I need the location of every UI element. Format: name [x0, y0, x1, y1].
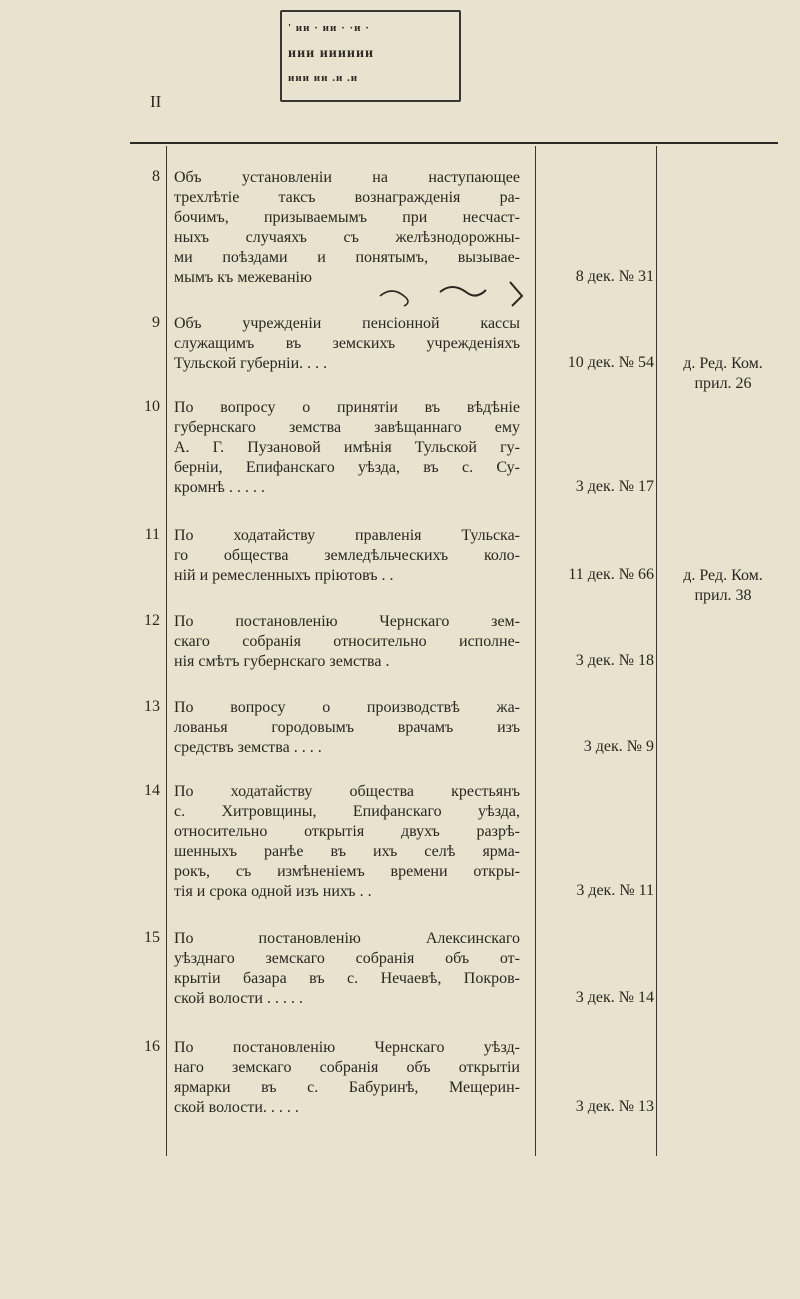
description-line: ныхъ случаяхъ съ желѣзнодорожны-: [174, 229, 520, 246]
column-divider-date: [656, 146, 657, 1156]
description-line: ской волости. . . . .: [174, 1099, 299, 1116]
row-number: 14: [144, 782, 160, 799]
description-line: ми поѣздами и понятымъ, вызывае-: [174, 249, 520, 266]
description-line: По ходатайству общества крестьянъ: [174, 783, 520, 800]
description-line: бочимъ, призываемымъ при несчаст-: [174, 209, 520, 226]
row-number: 10: [144, 398, 160, 415]
description-line: берніи, Епифанскаго уѣзда, въ с. Су-: [174, 459, 520, 476]
description-line: мымъ къ межеванію: [174, 269, 312, 286]
row-description: [174, 698, 520, 758]
description-line: Объ установленіи на наступающее: [174, 169, 520, 186]
row-note: д. Ред. Ком. прил. 38: [683, 567, 763, 604]
row-date: 8 дек. № 31: [575, 268, 654, 285]
description-line: По постановленію Чернскаго зем-: [174, 613, 520, 630]
description-line: средствъ земства . . . .: [174, 739, 322, 756]
row-date: 10 дек. № 54: [567, 354, 654, 371]
row-date: 3 дек. № 9: [583, 738, 654, 755]
row-description: [174, 929, 520, 1009]
description-line: По ходатайству правленія Тульска-: [174, 527, 520, 544]
description-line: А. Г. Пузановой имѣнія Тульской гу-: [174, 439, 520, 456]
row-date: 3 дек. № 13: [575, 1098, 654, 1115]
row-number: 11: [144, 526, 160, 543]
description-line: Объ учрежденіи пенсіонной кассы: [174, 315, 520, 332]
description-line: нія смѣтъ губернскаго земства .: [174, 653, 390, 670]
description-line: рокъ, съ измѣненіемъ времени откры-: [174, 863, 520, 880]
row-date: 3 дек. № 14: [575, 989, 654, 1006]
row-number: 8: [152, 168, 160, 185]
description-line: трехлѣтіе таксъ вознагражденія ра-: [174, 189, 520, 206]
description-line: лованья городовымъ врачамъ изъ: [174, 719, 520, 736]
description-line: губернскаго земства завѣщаннаго ему: [174, 419, 520, 436]
row-date: 3 дек. № 18: [575, 652, 654, 669]
row-date: 3 дек. № 17: [575, 478, 654, 495]
top-rule: [130, 142, 778, 144]
row-description: [174, 612, 520, 672]
description-line: Тульской губерніи. . . .: [174, 355, 328, 372]
description-line: По постановленію Алексинскаго: [174, 930, 520, 947]
column-divider-number: [166, 146, 167, 1156]
description-line: с. Хитровщины, Епифанскаго уѣзда,: [174, 803, 520, 820]
row-description: [174, 782, 520, 902]
row-number: 9: [152, 314, 160, 331]
row-number: 16: [144, 1038, 160, 1055]
description-line: тія и срока одной изъ нихъ . .: [174, 883, 372, 900]
row-number: 12: [144, 612, 160, 629]
description-line: относительно открытія двухъ разрѣ-: [174, 823, 520, 840]
stamp-line-1: ' ᴎᴎ · ᴎᴎ · ·ᴎ ·: [288, 22, 370, 34]
page-number: II: [150, 92, 162, 111]
row-description: [174, 168, 520, 288]
row-number: 15: [144, 929, 160, 946]
description-line: наго земскаго собранія объ открытіи: [174, 1059, 520, 1076]
description-line: ярмарки въ с. Бабуринѣ, Мещерин-: [174, 1079, 520, 1096]
library-stamp: [280, 10, 461, 102]
description-line: шенныхъ ранѣе въ ихъ селѣ ярма-: [174, 843, 520, 860]
row-note: д. Ред. Ком. прил. 26: [683, 355, 763, 392]
description-line: служащимъ въ земскихъ учрежденіяхъ: [174, 335, 520, 352]
row-description: [174, 526, 520, 586]
description-line: кромнѣ . . . . .: [174, 479, 265, 496]
description-line: ній и ремесленныхъ пріютовъ . .: [174, 567, 394, 584]
row-description: [174, 398, 520, 498]
row-date: 11 дек. № 66: [568, 566, 654, 583]
description-line: ской волости . . . . .: [174, 990, 303, 1007]
stamp-line-3: ᴎᴎᴎ ᴎᴎ .ᴎ .ᴎ: [288, 72, 359, 84]
stamp-line-2: ᴎᴎᴎ ᴎᴎᴎᴎᴎᴎ: [288, 46, 375, 61]
description-line: По вопросу о производствѣ жа-: [174, 699, 520, 716]
description-line: По вопросу о принятіи въ вѣдѣніе: [174, 399, 520, 416]
row-description: [174, 314, 520, 374]
description-line: По постановленію Чернскаго уѣзд-: [174, 1039, 520, 1056]
row-description: [174, 1038, 520, 1118]
description-line: уѣзднаго земскаго собранія объ от-: [174, 950, 520, 967]
row-date: 3 дек. № 11: [576, 882, 654, 899]
description-line: скаго собранія относительно исполне-: [174, 633, 520, 650]
description-line: крытіи базара въ с. Нечаевѣ, Покров-: [174, 970, 520, 987]
row-number: 13: [144, 698, 160, 715]
description-line: го общества земледѣльческихъ коло-: [174, 547, 520, 564]
